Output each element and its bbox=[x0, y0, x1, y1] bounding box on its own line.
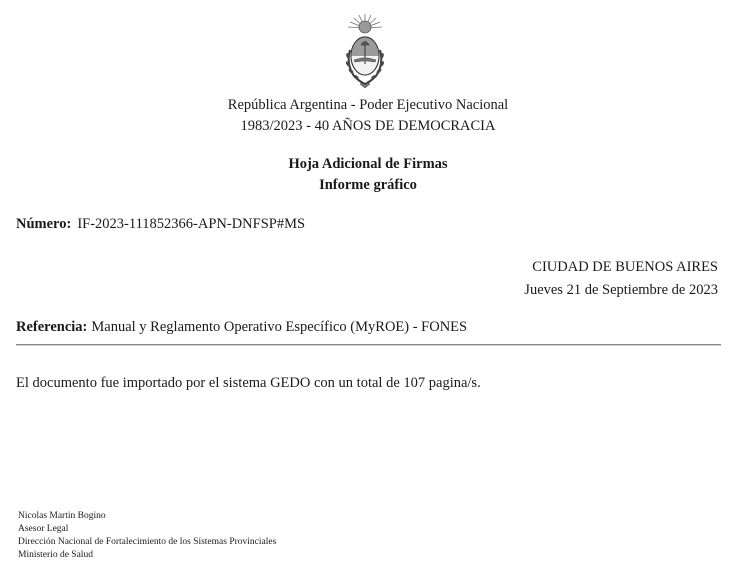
body-text: El documento fue importado por el sistema GEDO con un total de 107 pagina/s. bbox=[16, 375, 481, 391]
signer-office: Dirección Nacional de Fortalecimiento de los Sistemas Provinciales bbox=[18, 537, 277, 547]
signer-name: Nicolas Martin Bogino bbox=[18, 511, 106, 521]
signer-ministry: Ministerio de Salud bbox=[18, 550, 93, 560]
reference-label: Referencia: bbox=[16, 319, 88, 335]
document-subtitle: Informe gráfico bbox=[319, 177, 417, 193]
document-number-value: IF-2023-111852366-APN-DNFSP#MS bbox=[77, 216, 306, 232]
reference-value: Manual y Reglamento Operativo Específico (MyROE) - FONES bbox=[91, 319, 468, 335]
date: Jueves 21 de Septiembre de 2023 bbox=[524, 282, 718, 298]
national-coat-of-arms-icon bbox=[340, 12, 390, 90]
signer-role: Asesor Legal bbox=[18, 524, 69, 534]
city: CIUDAD DE BUENOS AIRES bbox=[532, 259, 718, 275]
header-anniversary: 1983/2023 - 40 AÑOS DE DEMOCRACIA bbox=[240, 118, 496, 134]
document-number bbox=[16, 216, 305, 233]
document-title: Hoja Adicional de Firmas bbox=[288, 156, 448, 172]
header-government: República Argentina - Poder Ejecutivo Nacional bbox=[227, 97, 509, 113]
document-number-label: Número: bbox=[16, 216, 72, 232]
reference bbox=[16, 319, 467, 336]
divider bbox=[16, 344, 721, 346]
